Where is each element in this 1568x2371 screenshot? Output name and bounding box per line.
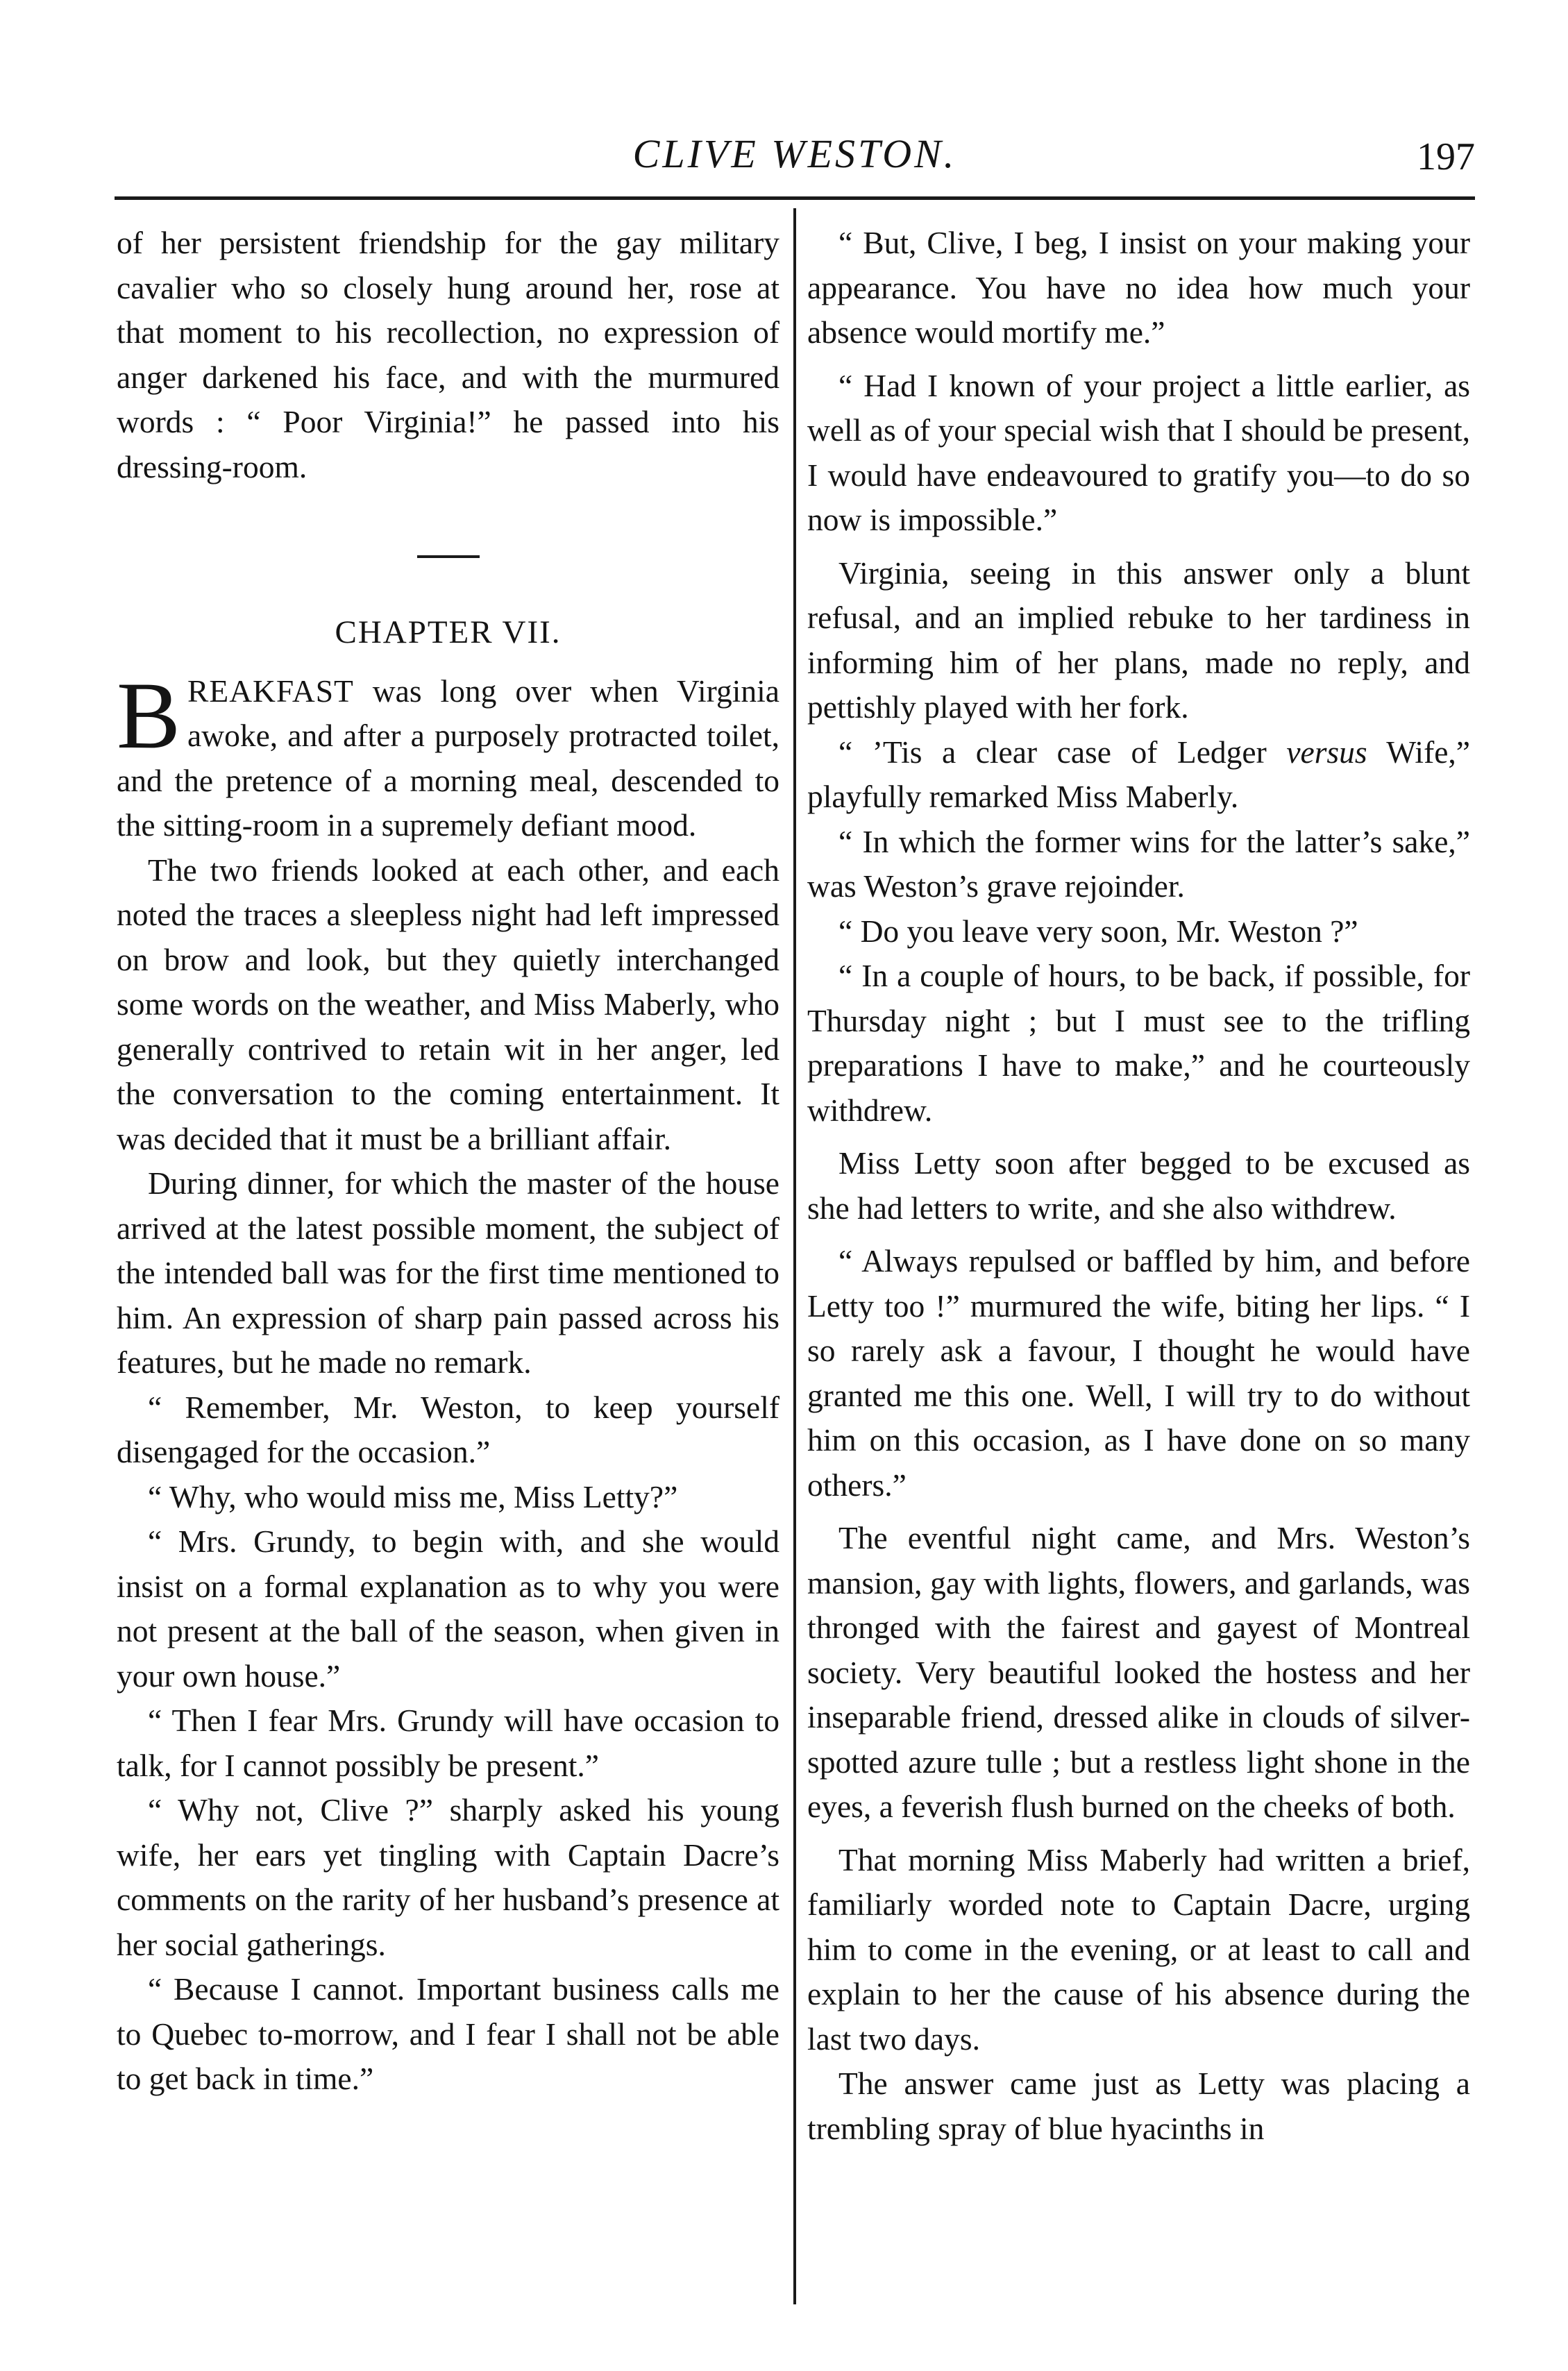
paragraph: “ In a couple of hours, to be back, if possible, for Thursday night ; but I must see to the trifling preparations I have to make,” and he courteously withdrew. [807, 958, 1470, 1128]
paragraph: The answer came just as Letty was placing a trembling spray of blue hyacinths in [807, 2066, 1470, 2146]
section-divider-rule [417, 555, 480, 558]
paragraph: “ Remember, Mr. Weston, to keep yourself disengaged for the occasion.” [117, 1389, 779, 1469]
right-column [807, 221, 1470, 2151]
chapter-opening-paragraph [117, 661, 779, 848]
paragraph: “ But, Clive, I beg, I insist on your making your appearance. You have no idea how much your absence would mortify me.” [807, 225, 1470, 350]
page-header [115, 130, 1475, 193]
paragraph: That morning Miss Maberly had written a brief, familiarly worded note to Captain Dacre, urging him to come in the evening, or at least to call and explain to her the cause of his absence during the last two days. [807, 1841, 1470, 2057]
header-rule [115, 196, 1475, 200]
paragraph: “ Why, who would miss me, Miss Letty?” [148, 1478, 678, 1514]
paragraph: “ Always repulsed or baffled by him, and before Letty too !” murmured the wife, biting her lips. “ I so rarely ask a favour, I thought he would have granted me this one. Well, I will try to do without him on this occasion, as I have done on so many others.” [807, 1243, 1470, 1503]
left-column [117, 221, 779, 2102]
paragraph: Miss Letty soon after begged to be excused as she had letters to write, and she also withdrew. [807, 1145, 1470, 1226]
paragraph-text: was long over when Virginia awoke, and after a purposely protracted toilet, and the pretence of a morning meal, descended to the sitting-room in a supremely defiant mood. [117, 673, 779, 843]
paragraph: of her persistent friendship for the gay military cavalier who so closely hung around her, rose at that moment to his recollection, no expression of anger darkened his face, and with the murmured words : “ Poor Virginia!” he passed into his dressing-room. [117, 225, 779, 484]
paragraph: The two friends looked at each other, and each noted the traces a sleepless night had left impressed on brow and look, but they quietly interchanged some words on the weather, and Miss Maberly, who generally contrived to retain wit in her anger, led the conversation to the coming entertainment. It was decided that it must be a brilliant affair. [117, 852, 779, 1156]
paragraph [807, 730, 1470, 820]
italic-word: versus [1286, 734, 1367, 770]
paragraph-text: Wife,” playfully remarked Miss Maberly. [807, 734, 1470, 814]
paragraph: “ In which the former wins for the latter’s sake,” was Weston’s grave rejoinder. [807, 823, 1470, 904]
drop-cap: B [117, 661, 181, 768]
paragraph: The eventful night came, and Mrs. Weston’s mansion, gay with lights, flowers, and garlands, was thronged with the fairest and gayest of Montreal society. Very beautiful looked the hostess and her inseparable friend, dressed alike in clouds of silver-spotted azure tulle ; but a restless light shone in the eyes, a feverish flush burned on the cheeks of both. [807, 1520, 1470, 1824]
paragraph: “ Mrs. Grundy, to begin with, and she would insist on a formal explanation as to why you were not present at the ball of the season, when given in your own house.” [117, 1524, 779, 1694]
page-number: 197 [1417, 135, 1475, 178]
paragraph: “ Why not, Clive ?” sharply asked his young wife, her ears yet tingling with Captain Dacre’s comments on the rarity of her husband’s presence at her social gatherings. [117, 1792, 779, 1962]
paragraph: “ Then I fear Mrs. Grundy will have occasion to talk, for I cannot possibly be present.” [117, 1703, 779, 1783]
paragraph: “ Had I known of your project a little earlier, as well as of your special wish that I should be present, I would have endeavoured to gratify you—to do so now is impossible.” [807, 367, 1470, 537]
column-divider [793, 208, 796, 2304]
paragraph: During dinner, for which the master of the house arrived at the latest possible moment, the subject of the intended ball was for the first time mentioned to him. An expression of sharp pain passed across his features, but he made no remark. [117, 1165, 779, 1380]
lead-in-word: REAKFAST [187, 673, 354, 709]
paragraph-text: “ ’Tis a clear case of Ledger [838, 734, 1287, 770]
chapter-heading: CHAPTER VII. [335, 614, 562, 650]
paragraph: “ Because I cannot. Important business calls me to Quebec to-morrow, and I fear I shall not be able to get back in time.” [117, 1971, 779, 2096]
paragraph: “ Do you leave very soon, Mr. Weston ?” [838, 913, 1358, 949]
paragraph: Virginia, seeing in this answer only a blunt refusal, and an implied rebuke to her tardiness in informing him of her plans, made no reply, and pettishly played with her fork. [807, 555, 1470, 725]
running-title: CLIVE WESTON. [632, 131, 957, 176]
